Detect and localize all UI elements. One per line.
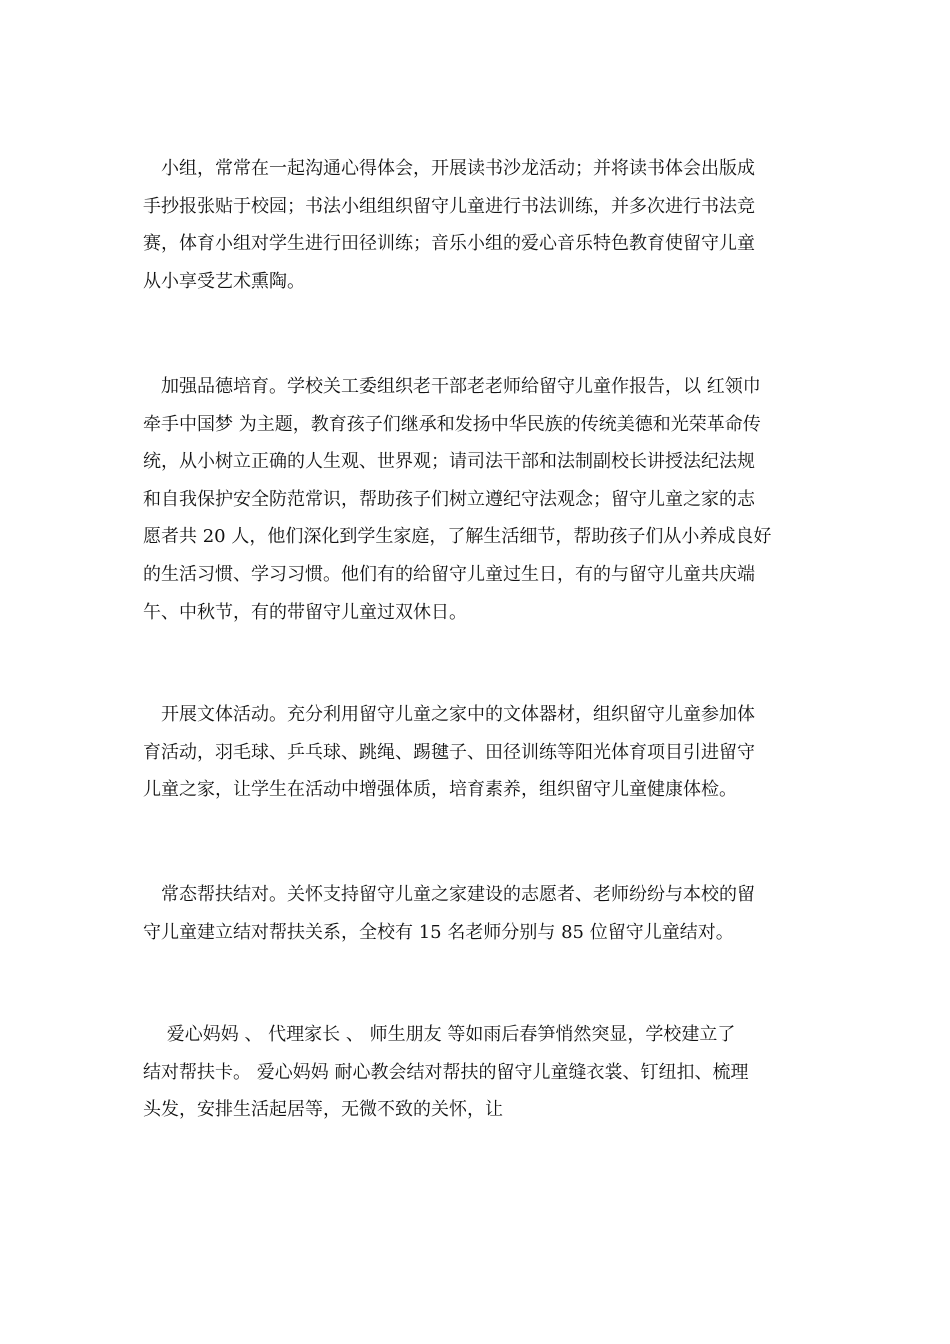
text-line: 和自我保护安全防范常识，帮助孩子们树立遵纪守法观念；留守儿童之家的志	[143, 488, 755, 510]
paragraph-moral-education	[143, 368, 813, 631]
text-line: 加强品德培育。学校关工委组织老干部老老师给留守儿童作报告，以 红领巾	[143, 376, 761, 397]
text-line: 的生活习惯、学习习惯。他们有的给留守儿童过生日，有的与留守儿童共庆端	[143, 563, 755, 585]
text-line: 爱心妈妈 、 代理家长 、 师生朋友 等如雨后春笋悄然突显，学校建立了	[143, 1024, 736, 1045]
text-line: 常态帮扶结对。关怀支持留守儿童之家建设的志愿者、老师纷纷与本校的留	[143, 884, 755, 905]
text-line: 守儿童建立结对帮扶关系，全校有 15 名老师分别与 85 位留守儿童结对。	[143, 921, 734, 943]
text-line: 结对帮扶卡。 爱心妈妈 耐心教会结对帮扶的留守儿童缝衣裳、钉纽扣、梳理	[143, 1061, 749, 1083]
text-line: 统，从小树立正确的人生观、世界观；请司法干部和法制副校长讲授法纪法规	[143, 451, 755, 473]
text-line: 手抄报张贴于校园；书法小组组织留守儿童进行书法训练，并多次进行书法竞	[143, 195, 755, 217]
text-line: 儿童之家，让学生在活动中增强体质，培育素养，组织留守儿童健康体检。	[143, 779, 737, 801]
paragraph-caring-mothers	[143, 1016, 813, 1129]
paragraph-pairing-support	[143, 876, 813, 951]
text-line: 小组，常常在一起沟通心得体会，开展读书沙龙活动；并将读书体会出版成	[143, 158, 755, 179]
text-line: 赛，体育小组对学生进行田径训练；音乐小组的爱心音乐特色教育使留守儿童	[143, 233, 755, 255]
text-line: 愿者共 20 人，他们深化到学生家庭，了解生活细节，帮助孩子们从小养成良好	[143, 526, 772, 548]
text-line: 午、中秋节，有的带留守儿童过双休日。	[143, 601, 467, 623]
text-line: 牵手中国梦 为主题，教育孩子们继承和发扬中华民族的传统美德和光荣革命传	[143, 413, 761, 435]
text-line: 从小享受艺术熏陶。	[143, 270, 305, 292]
paragraph-reading-group	[143, 150, 813, 300]
paragraph-sports-activities	[143, 696, 813, 809]
text-line: 开展文体活动。充分利用留守儿童之家中的文体器材，组织留守儿童参加体	[143, 704, 755, 725]
text-line: 头发，安排生活起居等，无微不致的关怀，让	[143, 1099, 503, 1121]
text-line: 育活动，羽毛球、乒乓球、跳绳、踢毽子、田径训练等阳光体育项目引进留守	[143, 741, 755, 763]
